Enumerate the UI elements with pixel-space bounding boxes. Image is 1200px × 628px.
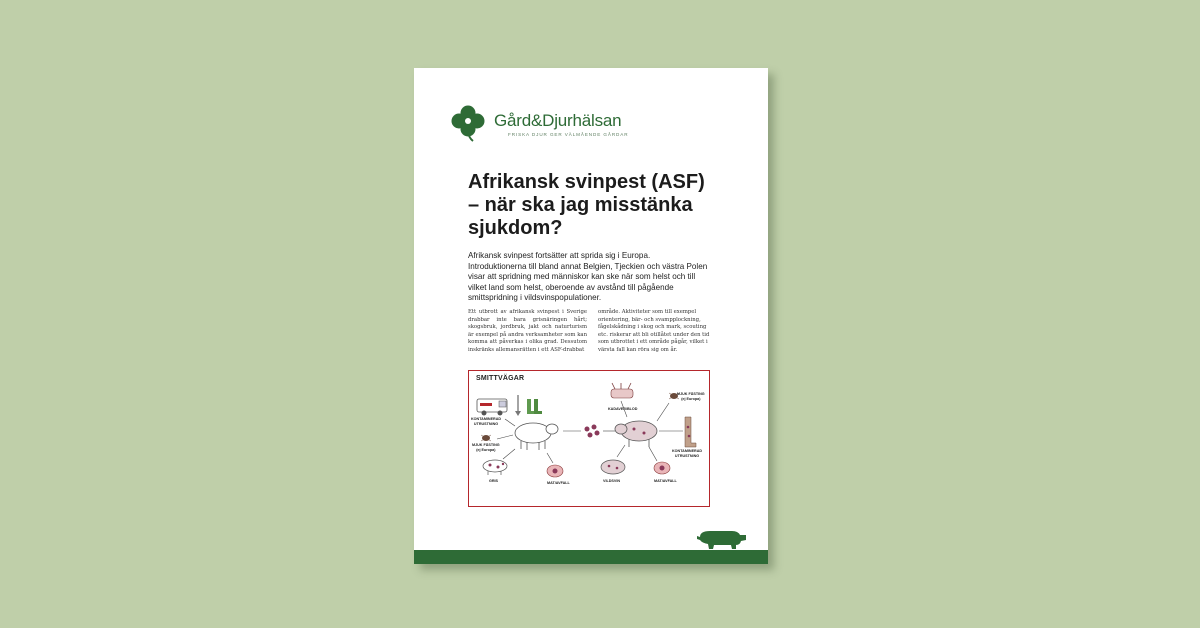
van-icon xyxy=(477,399,507,416)
label-carcass: KADAVER/BLOD xyxy=(608,407,638,411)
diagram-title: SMITTVÄGAR xyxy=(476,375,525,382)
label-food-waste: MAT/AVFALL xyxy=(547,481,570,485)
pig-icon xyxy=(483,460,507,475)
label-text: KONTAMINERAD UTRUSTNING xyxy=(672,449,703,458)
label-soft-tick xyxy=(677,392,705,401)
label-text: KONTAMINERAD UTRUSTNING xyxy=(471,417,502,426)
body-column-2: område. Aktiviteter som till exempel orientering, bär- och svampplockning, fågelskådning i skog och mark, scouting etc. riskerar att bli otillåtet under den tid som utbrottet i ett område pågår, vilket i värsta fall kan röra sig om år. xyxy=(598,309,710,353)
boots-icon xyxy=(527,399,542,414)
label-text: MJUK FÄSTING (ej Europa) xyxy=(677,392,705,401)
clover-icon xyxy=(448,102,488,142)
label-wild-boar: VILDSVIN xyxy=(603,479,621,483)
logo xyxy=(448,102,648,142)
small-wild-boar-icon xyxy=(601,460,625,474)
transmission-diagram xyxy=(469,371,708,505)
label-food-waste: MAT/AVFALL xyxy=(654,479,677,483)
carcass-icon xyxy=(611,383,633,398)
meat-icon xyxy=(654,462,670,474)
domestic-pig-icon xyxy=(515,423,558,450)
contaminated-boot-icon xyxy=(685,417,696,447)
label-contaminated-equipment xyxy=(471,417,501,426)
lead-paragraph: Afrikansk svinpest fortsätter att sprida sig i Europa. Introduktionerna till bland annat Belgien, Tjeckien och västra Polen visar att spridning med människor kan ske när som helst och till vilket land som helst, oberoende av avstånd till pågående smittspridning i vildsvinspopulationer. xyxy=(468,251,708,302)
label-soft-tick xyxy=(472,443,500,452)
tick-icon xyxy=(481,435,491,441)
transmission-diagram-box xyxy=(468,370,710,507)
footer-bar xyxy=(414,550,768,564)
document-page xyxy=(414,68,768,564)
wild-boar-icon xyxy=(615,421,657,447)
label-pig: GRIS xyxy=(489,479,499,483)
logo-tagline: FRISKA DJUR GER VÄLMÅENDE GÅRDAR xyxy=(508,132,629,137)
page-title xyxy=(468,171,748,240)
shovel-icon xyxy=(515,395,521,416)
title-line: – när ska jag misstänka xyxy=(468,194,693,216)
logo-name: Gård&Djurhälsan xyxy=(494,111,622,130)
title-line: sjukdom? xyxy=(468,217,563,239)
body-column-1: Ett utbrott av afrikansk svinpest i Sverige drabbar inte bara grisnäringen hårt; skogsbruk, jordbruk, jakt och naturturism är exempel på andra verksamheter som kan komma att påverkas i olika grad. Dessutom inskränks allemansrätten i ett ASF-drabbat xyxy=(468,309,587,353)
meat-icon xyxy=(547,465,563,477)
label-contaminated-equipment xyxy=(672,449,702,458)
title-line: Afrikansk svinpest (ASF) xyxy=(468,171,705,193)
pig-silhouette-icon xyxy=(696,527,748,551)
label-text: MJUK FÄSTING (ej Europa) xyxy=(472,443,500,452)
virus-particles-icon xyxy=(585,425,600,438)
